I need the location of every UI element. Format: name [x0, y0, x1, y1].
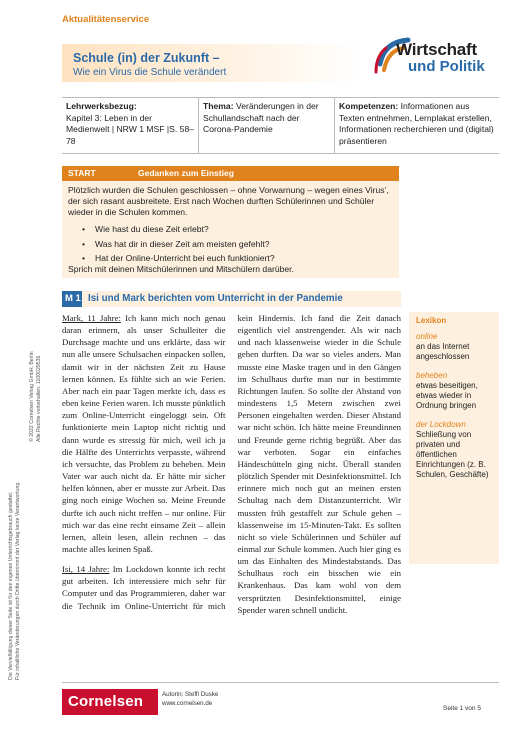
page-number: Seite 1 von 5 — [443, 705, 481, 712]
lexikon-term: beheben — [416, 371, 448, 380]
lexikon-definition: etwas beseitigen, etwas wieder in Ordnung bringen — [416, 381, 478, 410]
lexikon-box — [409, 312, 499, 564]
page-title: Schule (in) der Zukunft – — [73, 51, 220, 65]
footer-author — [162, 691, 218, 708]
question-text: Hat der Online-Unterricht bei euch funktioniert? — [95, 253, 275, 264]
info-col-lehrwerk — [62, 98, 199, 153]
question-text: Was hat dir in dieser Zeit am meisten gefehlt? — [95, 238, 270, 249]
brand-text: Cornelsen — [68, 693, 144, 710]
sidebar-line-4: Alle Rechte vorbehalten. 1100029536 — [36, 355, 42, 442]
m1-title: Isi und Mark berichten vom Unterricht in der Pandemie — [88, 293, 343, 304]
m1-tag — [62, 291, 82, 307]
cornelsen-logo — [62, 689, 158, 715]
start-box — [62, 166, 399, 278]
sidebar-line-2: Für inhaltliche Veränderungen durch Dritte übernimmt der Verlag keine Verantwortung. — [15, 481, 21, 680]
info-text-thema: Veränderungen in der Schullandschaft nach der Corona-Pandemie — [203, 101, 319, 134]
m1-heading — [62, 291, 401, 307]
bullet-icon: • — [82, 253, 86, 264]
paragraph-text: Ich kann mich noch genau daran erinnern, als unser Schulleiter die Durchsage machte und uns erklärte, dass wir nun alle unsere Schulsachen einpacken sollen, damit wir in der nächsten Zeit zu Hause lernen können. Es fühlte sich an wie Ferien. Aber nach ein paar Tagen merkte ich, dass es eben keine Ferien waren. Ich musste pünktlich zum Online-Unterricht eingeloggt sein. Oft funktionierte mein Laptop nicht richtig und dann wurde es stressig für mich, weil ich ja die Hälfte des Unterrichts verpasste, während ich versuchte, das Problem zu beheben. Mein Vater war auch nicht da. Er hätte mir sicher helfen können, aber er musste zur Arbeit. Das ging noch einige Wochen so. Meine Freunde durfte ich auch nicht treffen – nur online. Für mich war das eine recht einsame Zeit – allein lernen, allein lesen, allein rechnen – das machte alles keinen Spaß. — [62, 313, 226, 554]
bullet-icon: • — [82, 224, 86, 234]
lexikon-term: der Lockdown — [416, 420, 466, 429]
m1-tag-label: M 1 — [65, 293, 81, 304]
copyright-sidebar-svg — [3, 302, 43, 682]
publisher-url[interactable]: www.cornelsen.de — [162, 699, 213, 707]
list-item — [68, 222, 394, 237]
info-label-thema: Thema: — [203, 101, 234, 111]
logo-text-2: und Politik — [408, 58, 485, 75]
question-text: Wie hast du diese Zeit erlebt? — [95, 224, 209, 234]
info-text-lehrwerk: Kapitel 3: Leben in der Medienwelt | NRW 1 MSF |S. 58–78 — [66, 112, 195, 146]
page-subtitle: Wie ein Virus die Schule verändert — [73, 67, 227, 78]
sidebar-line-1: Die Vervielfältigung dieser Seite ist für den eigenen Unterrichtsgebrauch gestattet. — [8, 491, 14, 680]
start-question-list — [68, 222, 394, 266]
speaker-isi: Isi, 14 Jahre: — [62, 564, 110, 575]
bullet-icon: • — [82, 238, 86, 249]
logo-text-1: Wirtschaft — [396, 40, 477, 59]
info-text-kompetenzen: Informationen aus Texten entnehmen, Lernplakat erstellen, Informationen recherchieren und (digital) präsentieren — [339, 101, 494, 146]
info-col-kompetenzen — [335, 98, 499, 153]
lexikon-definition: Schließung von privaten und öffentlichen Einrichtungen (z. B. Schulen, Geschäfte) — [416, 430, 489, 479]
start-text: Plötzlich wurden die Schulen geschlossen – ohne Vorwarnung – wegen eines Virus’, der sich rasant ausbreitete. Erst nach Wochen durften Schülerinnen und Schüler wieder in die Schulen kommen. — [68, 185, 389, 218]
article-paragraph-mark — [62, 312, 226, 555]
info-label-lehrwerk: Lehrwerksbezug: — [66, 101, 137, 111]
info-table — [62, 97, 499, 154]
paragraph-text: Im Lockdown konnte ich recht gut arbeiten. Ich interessiere mich sehr für Computer und das Programmieren, daher war die Technik im Online-Unterricht für mich kein Hindernis. Ich fand die Zeit danach eigentlich viel anstrengender. Als wir nach und nach klassenweise wieder in die Schule gehen durften. Da war so vieles anders. Man musste eine Maske tragen und in den Gängen im Schulhaus durfte man nur in bestimmte Richtungen laufen. So sollte der Abstand von mindestens 1,5 Metern zwischen zwei Personen eingehalten werden. Dieser Abstand war nicht schön. Ich hätte meine Freundinnen und Freunde gerne richtig begrüßt. Aber das war verboten. Sogar ein einfaches Händeschütteln ging nicht. Überall standen plötzlich Spender mit Desinfektionsmittel. Ich erinnere mich noch gut an meinen ersten Schultag nach dem Distanzunterricht. Wir mussten früh gestaffelt zur Schule gehen – klassenweise im 15-Minuten-Takt. Es sollten nicht so viele Schülerinnen und Schüler auf einmal zur Schule kommen. Auch hier ging es um das Einhalten des Mindestabstands. Das Schulhaus roch ein bisschen wie ein Krankenhaus. Das kam wohl von dem versprützten Desinfektionsmittel, einige Spender waren schnell undicht. — [62, 313, 401, 615]
footer-divider — [62, 682, 499, 683]
start-heading: Gedanken zum Einstieg — [138, 168, 234, 178]
lexikon-term: online — [416, 332, 438, 341]
lexikon-definition: an das Internet angeschlossen — [416, 342, 470, 361]
start-closing: Sprich mit deinen Mitschülerinnen und Mitschülern darüber. — [68, 264, 294, 274]
wirtschaft-politik-logo — [374, 36, 506, 82]
sidebar-line-3: © 2022 Cornelsen Verlag GmbH, Berlin — [29, 351, 35, 442]
start-bar — [62, 166, 399, 181]
list-item — [68, 237, 394, 252]
speaker-mark: Mark, 11 Jahre: — [62, 313, 121, 323]
info-col-thema — [199, 98, 335, 153]
copyright-sidebar — [3, 302, 43, 682]
service-label: Aktualitätenservice — [62, 14, 150, 25]
article-text — [62, 312, 401, 618]
author-name: Autorin: Steffi Duske — [162, 691, 219, 698]
lexikon-heading: Lexikon — [416, 316, 447, 325]
start-label: START — [68, 168, 96, 178]
info-label-kompetenzen: Kompetenzen: — [339, 101, 399, 111]
